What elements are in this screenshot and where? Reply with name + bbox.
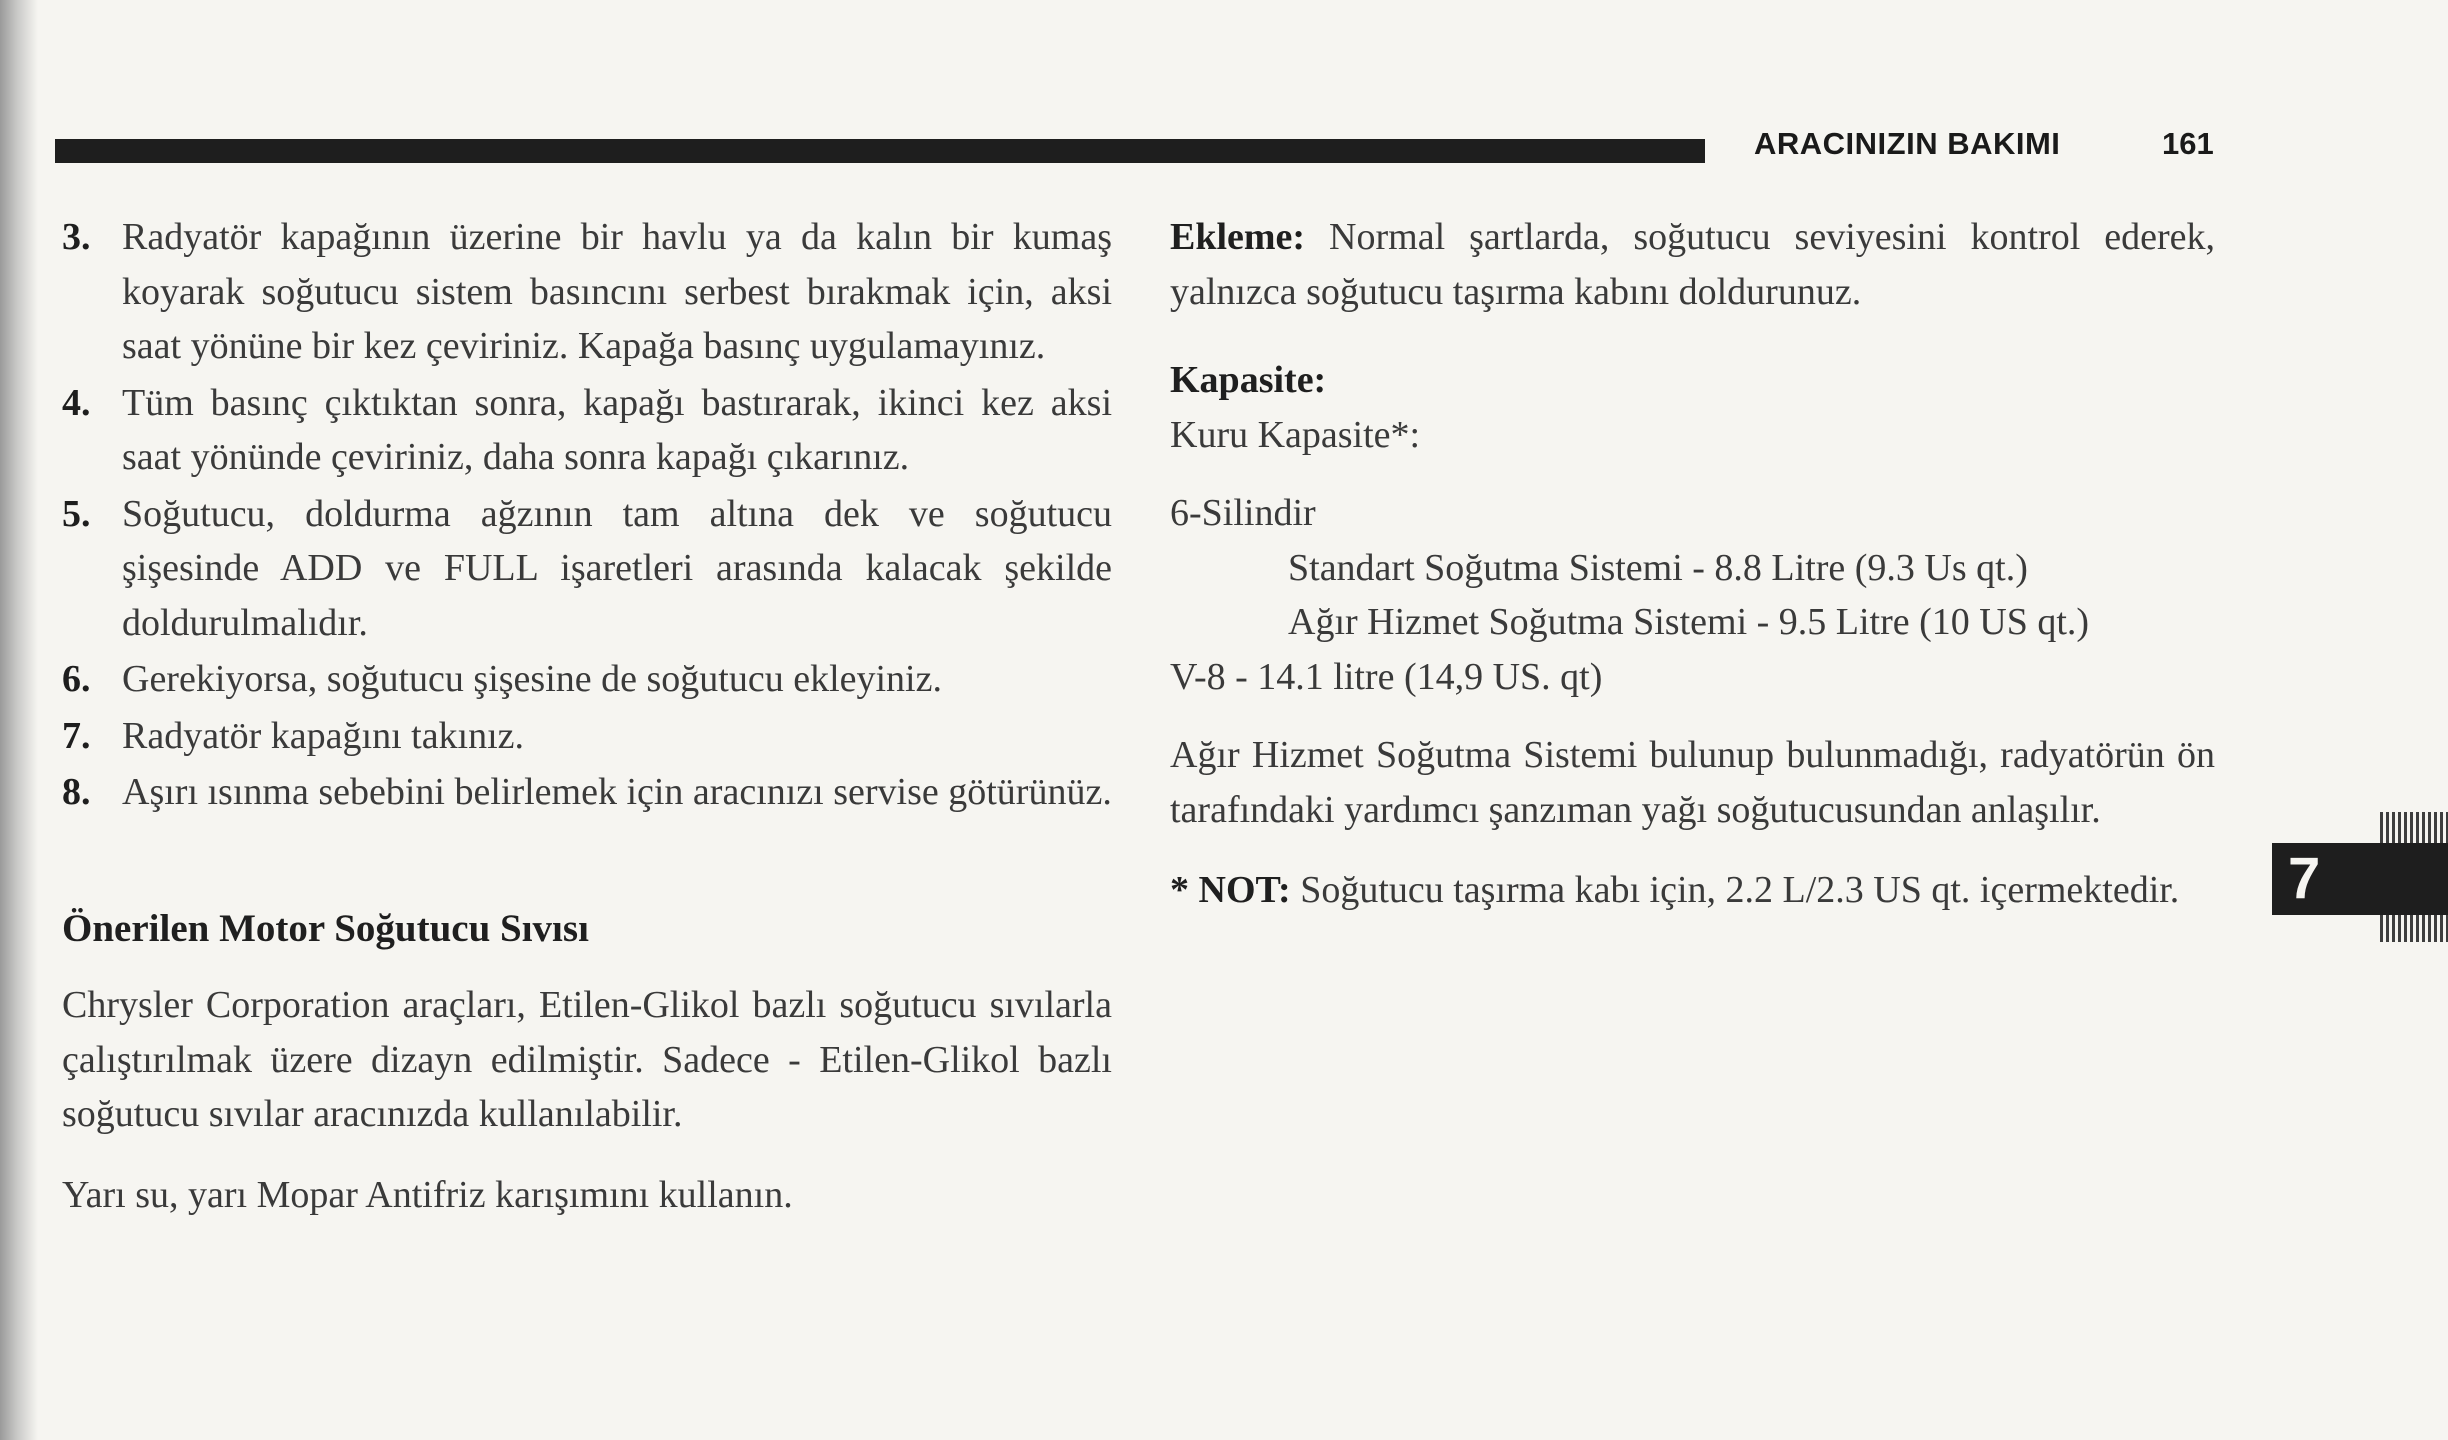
- step-number: 6.: [62, 658, 91, 700]
- running-header-title: ARACINIZIN BAKIMI: [1754, 126, 2061, 161]
- ekleme-paragraph: [1170, 210, 2215, 319]
- dry-capacity-label: Kuru Kapasite*:: [1170, 413, 1421, 456]
- ekleme-text: Normal şartlarda, soğutucu seviyesini kontrol ederek, yalnızca soğutucu taşırma kabını doldurunuz.: [1170, 216, 2215, 313]
- ekleme-label: Ekleme:: [1170, 216, 1306, 258]
- step-number: 5.: [62, 492, 91, 535]
- kapasite-heading: Kapasite:: [1170, 359, 1327, 401]
- heavy-duty-note: Ağır Hizmet Soğutma Sistemi bulunup bulunmadığı, radyatörün ön tarafındaki yardımcı şanzıman yağı soğutucusundan anlaşılır.: [1170, 734, 2215, 831]
- step-text: Gerekiyorsa, soğutucu şişesine de soğutucu ekleyiniz.: [122, 658, 942, 700]
- chapter-number: 7: [2288, 846, 2321, 911]
- standard-cooling-capacity: Standart Soğutma Sistemi - 8.8 Litre (9.3 Us qt.): [1288, 546, 2028, 589]
- coolant-paragraph: Chrysler Corporation araçları, Etilen-Glikol bazlı soğutucu sıvılarla çalıştırılmak üzere dizayn edilmiştir. Sadece - Etilen-Glikol bazlı soğutucu sıvılar aracınızda kullanılabilir.: [62, 984, 1112, 1135]
- header-rule: [55, 139, 1705, 163]
- step-7: [62, 709, 1112, 764]
- note-label: * NOT:: [1170, 869, 1291, 911]
- step-8: [62, 765, 1112, 820]
- step-number: 8.: [62, 771, 91, 813]
- six-cylinder-label: 6-Silindir: [1170, 492, 1316, 534]
- step-4: [62, 376, 1112, 485]
- heavy-cooling-capacity: Ağır Hizmet Soğutma Sistemi - 9.5 Litre (10 US qt.): [1288, 601, 2090, 643]
- procedure-steps: [62, 210, 1112, 820]
- left-column: [62, 210, 1112, 1248]
- step-text: Tüm basınç çıktıktan sonra, kapağı bastırarak, ikinci kez aksi saat yönünde çeviriniz, daha sonra kapağı çıkarınız.: [122, 381, 1112, 478]
- step-text: Aşırı ısınma sebebini belirlemek için aracınızı servise götürünüz.: [122, 771, 1112, 813]
- mixture-paragraph: Yarı su, yarı Mopar Antifriz karışımını kullanın.: [62, 1173, 793, 1216]
- step-3: [62, 210, 1112, 374]
- right-column: [1170, 210, 2215, 944]
- step-number: 4.: [62, 381, 91, 424]
- step-text: Radyatör kapağının üzerine bir havlu ya da kalın bir kumaş koyarak soğutucu sistem basıncını serbest bırakmak için, aksi saat yönüne bir kez çeviriniz. Kapağa basınç uygulamayınız.: [122, 216, 1112, 367]
- footnote: [1170, 863, 2215, 918]
- step-text: Radyatör kapağını takınız.: [122, 714, 525, 757]
- chapter-tab: [2272, 843, 2448, 915]
- step-5: [62, 487, 1112, 651]
- note-text: Soğutucu taşırma kabı için, 2.2 L/2.3 US qt. içermektedir.: [1300, 869, 2180, 911]
- step-text: Soğutucu, doldurma ağzının tam altına dek ve soğutucu şişesinde ADD ve FULL işaretleri arasında kalacak şekilde doldurulmalıdır.: [122, 492, 1112, 644]
- step-number: 3.: [62, 216, 91, 258]
- v8-capacity: V-8 - 14.1 litre (14,9 US. qt): [1170, 655, 1603, 698]
- page-number: 161: [2162, 126, 2214, 161]
- binding-shadow: [0, 0, 38, 1440]
- section-heading: Önerilen Motor Soğutucu Sıvısı: [62, 906, 589, 950]
- step-number: 7.: [62, 714, 91, 757]
- step-6: [62, 652, 1112, 707]
